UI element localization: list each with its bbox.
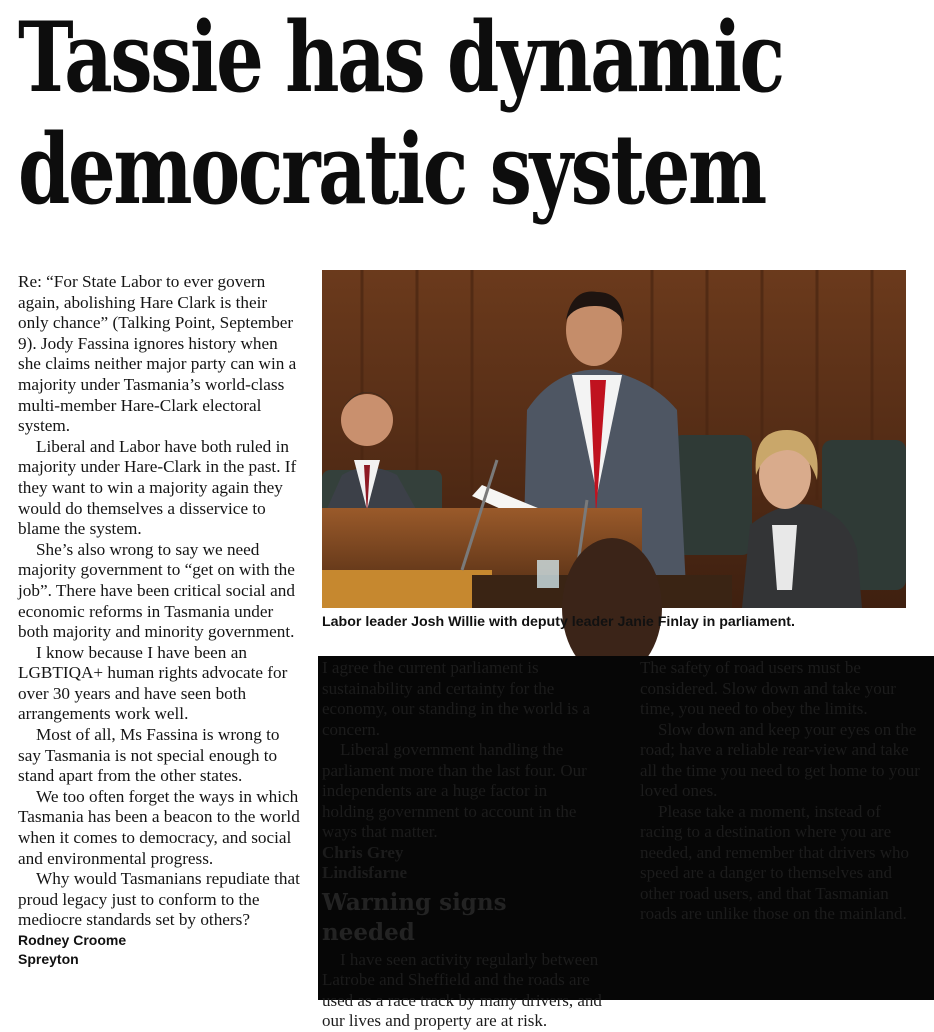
letter-paragraph: Re: “For State Labor to ever govern again, abolishing Hare Clark is their only chance” (Talking Point, September 9). Jody Fassina ignores history when she claims neither major party can win a majority under Tasmania’s world-class multi-member Hare-Clark electoral system. bbox=[18, 272, 297, 436]
dark-text-region bbox=[318, 656, 934, 1030]
lower-paragraph: Please take a moment, instead of racing to a destination where you are needed, and remember that drivers who speed are a danger to themselves and other road users, and that Tasmanian roads are unlike those on the mainland. bbox=[640, 801, 910, 923]
letter-paragraph: She’s also wrong to say we need majority government to “get on with the job”. There have been critical social and economic reforms in Tasmania under both majority and minority government. bbox=[18, 539, 295, 642]
letter-paragraph: I know because I have been an LGBTIQA+ human rights advocate for over 30 years and have seen both arrangements work well. bbox=[18, 642, 288, 724]
letter-author: Rodney Croome bbox=[18, 932, 127, 948]
letter-location: Spreyton bbox=[18, 951, 79, 967]
letter-body bbox=[18, 272, 300, 969]
headline-line-1: Tassie has dynamic bbox=[18, 1, 783, 114]
parliament-photo-illustration bbox=[322, 270, 906, 608]
lower-paragraph: Slow down and keep your eyes on the road; have a reliable rear-view and take all the time you need to get home to your loved ones. bbox=[640, 719, 920, 800]
parliament-photo bbox=[322, 270, 906, 608]
lower-subhead: Warning signs needed bbox=[322, 888, 507, 946]
lower-byline-name: Chris Grey bbox=[322, 842, 404, 862]
lower-left-column bbox=[322, 658, 602, 1032]
photo-caption: Labor leader Josh Willie with deputy leader Janie Finlay in parliament. bbox=[322, 614, 795, 630]
lower-right-column bbox=[640, 658, 920, 925]
headline-line-2: democratic system bbox=[18, 113, 765, 226]
headline bbox=[18, 1, 783, 226]
letter-paragraph: Why would Tasmanians repudiate that proud legacy just to conform to the mediocre standards set by others? bbox=[18, 869, 300, 930]
lower-paragraph: I agree the current parliament is sustainability and certainty for the economy, our standing in the world is a concern. bbox=[322, 658, 591, 739]
lower-paragraph: Liberal government handling the parliament more than the last four. Our independents are a huge factor in holding government to account in the ways that matter. bbox=[322, 740, 587, 841]
letter-paragraph: Most of all, Ms Fassina is wrong to say Tasmania is not special enough to stand apart from the other states. bbox=[18, 725, 280, 786]
letter-paragraph: Liberal and Labor have both ruled in majority under Hare-Clark in the past. If they want to win a majority again they would do themselves a disservice to blame the system. bbox=[18, 436, 297, 539]
lower-paragraph: The safety of road users must be considered. Slow down and take your time, you need to obey the limits. bbox=[640, 658, 896, 718]
lower-byline-place: Lindisfarne bbox=[322, 863, 408, 882]
letter-paragraph: We too often forget the ways in which Tasmania has been a beacon to the world when it comes to democracy, and social and environmental progress. bbox=[18, 786, 300, 868]
lower-paragraph: I have seen activity regularly between Latrobe and Sheffield and the roads are used as a race track by many drivers, and our lives and property are at risk. bbox=[322, 949, 602, 1030]
